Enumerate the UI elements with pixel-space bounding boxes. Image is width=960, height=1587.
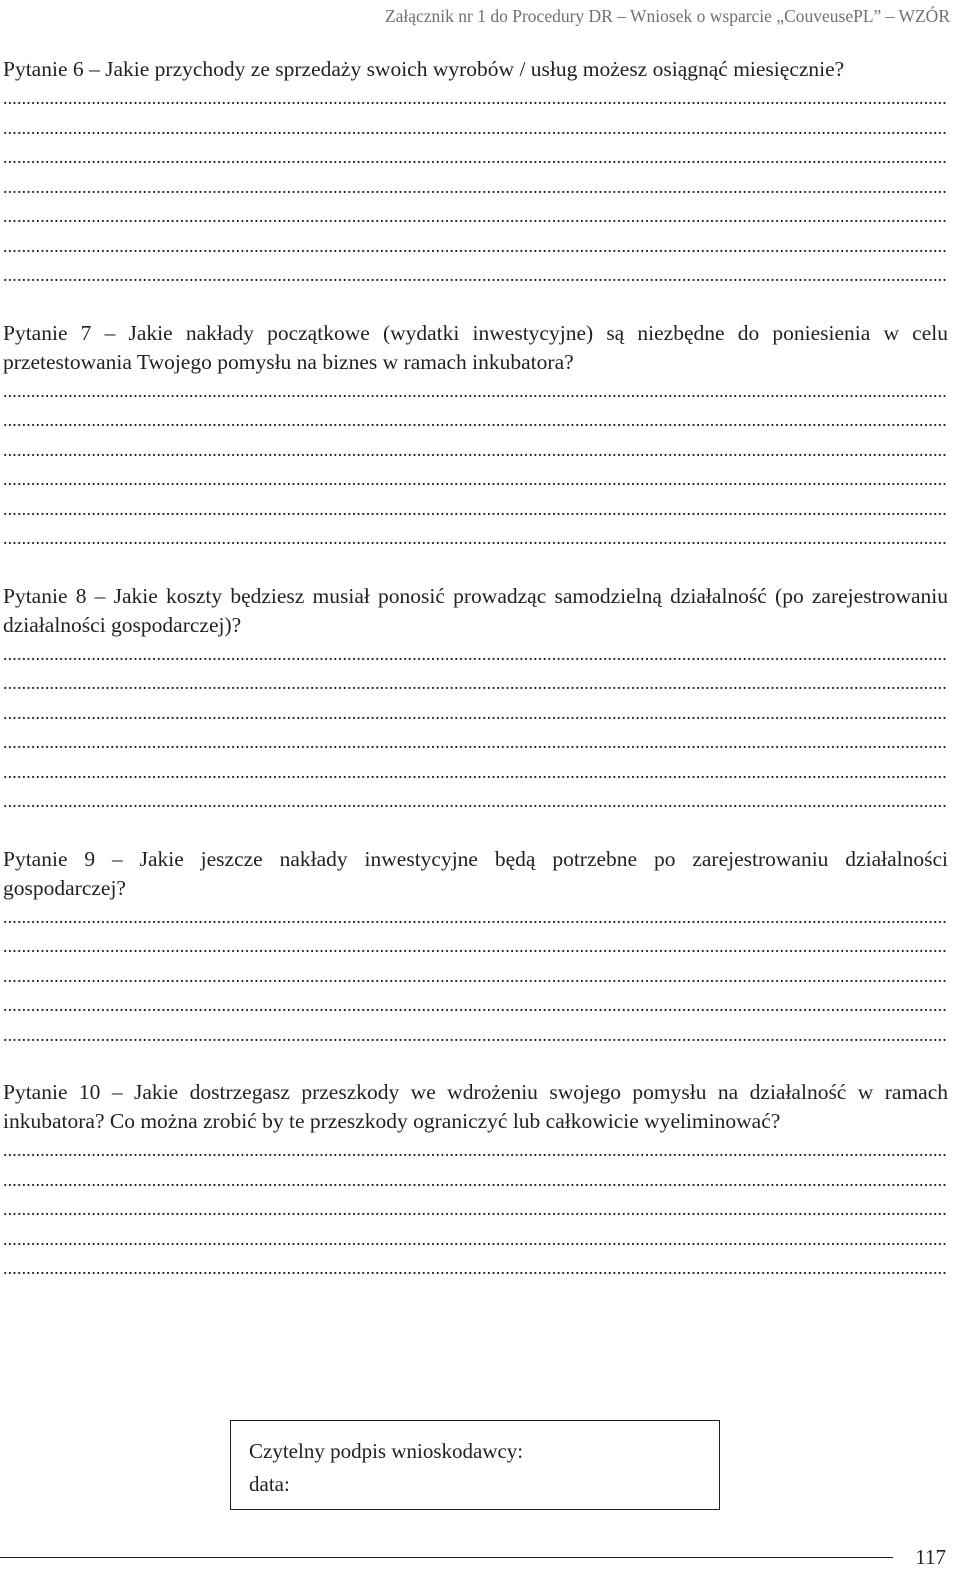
footer-rule — [0, 1557, 893, 1558]
answer-line — [3, 962, 948, 992]
answer-line — [3, 173, 948, 203]
answer-line — [3, 406, 948, 436]
answer-line — [3, 758, 948, 788]
answer-line — [3, 261, 948, 291]
answer-line — [3, 143, 948, 173]
question-7 — [3, 319, 948, 554]
answer-line — [3, 728, 948, 758]
answer-line — [3, 1195, 948, 1225]
answer-line — [3, 114, 948, 144]
answer-line — [3, 524, 948, 554]
answer-line — [3, 465, 948, 495]
answer-area[interactable] — [3, 640, 948, 817]
question-text: Pytanie 10 – Jakie dostrzegasz przeszkody we wdrożeniu swojego pomysłu na działalność w ramach inkubatora? Co można zrobić by te przeszkody ograniczyć lub całkowicie wyeliminować? — [3, 1080, 948, 1133]
answer-line — [3, 699, 948, 729]
answer-area[interactable] — [3, 1136, 948, 1284]
questionnaire-page — [3, 55, 948, 1284]
answer-line — [3, 1225, 948, 1255]
answer-area[interactable] — [3, 377, 948, 554]
answer-line — [3, 84, 948, 114]
answer-line — [3, 495, 948, 525]
question-10 — [3, 1078, 948, 1284]
running-header: Załącznik nr 1 do Procedury DR – Wniosek o wsparcie „CouveusePL” – WZÓR — [384, 6, 950, 26]
answer-line — [3, 640, 948, 670]
answer-line — [3, 232, 948, 262]
answer-line — [3, 903, 948, 933]
question-text: Pytanie 9 – Jakie jeszcze nakłady inwestycyjne będą potrzebne po zarejestrowaniu działalności gospodarczej? — [3, 846, 948, 900]
question-6 — [3, 55, 948, 291]
answer-line — [3, 436, 948, 466]
page-number: 117 — [915, 1545, 946, 1569]
answer-area[interactable] — [3, 84, 948, 291]
answer-line — [3, 787, 948, 817]
answer-line — [3, 1021, 948, 1051]
answer-line — [3, 202, 948, 232]
answer-line — [3, 1254, 948, 1284]
answer-line — [3, 1166, 948, 1196]
answer-line — [3, 377, 948, 407]
answer-line — [3, 669, 948, 699]
answer-line — [3, 1136, 948, 1166]
signature-label: Czytelny podpis wnioskodawcy: — [249, 1439, 524, 1463]
question-text: Pytanie 8 – Jakie koszty będziesz musiał ponosić prowadząc samodzielną działalność (po zarejestrowaniu działalności gospodarczej)? — [3, 583, 948, 637]
answer-area[interactable] — [3, 903, 948, 1051]
date-label: data: — [249, 1472, 290, 1496]
signature-box[interactable] — [230, 1420, 720, 1510]
answer-line — [3, 991, 948, 1021]
question-text: Pytanie 6 – Jakie przychody ze sprzedaży swoich wyrobów / usług możesz osiągnąć miesięcznie? — [3, 57, 845, 81]
question-text: Pytanie 7 – Jakie nakłady początkowe (wydatki inwestycyjne) są niezbędne do poniesienia w celu przetestowania Twojego pomysłu na biznes w ramach inkubatora? — [3, 320, 948, 374]
question-8 — [3, 582, 948, 817]
answer-line — [3, 932, 948, 962]
question-9 — [3, 845, 948, 1051]
